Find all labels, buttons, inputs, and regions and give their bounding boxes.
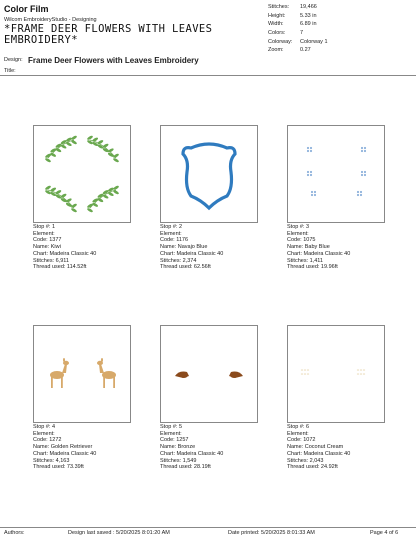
stat-key: Height: [268,12,286,19]
stop-name: Name: Bronze [160,444,196,451]
stop-stop: Stop #: 6 [287,424,310,430]
stop-code: Code: 1075 [287,237,316,244]
stop-element: Element: [160,430,182,437]
stat-row [268,12,408,21]
color-stop-card [33,125,131,271]
stop-element: Element: [287,230,309,237]
page-number: Page 4 of 6 [370,530,399,536]
stop-preview [287,125,385,223]
date-printed: Date printed: 5/20/2025 8:01:33 AM [228,530,315,536]
stat-value: 6.89 in [300,21,317,28]
stop-code: Code: 1272 [33,437,62,444]
stop-thread: Thread used: 62.56ft [160,264,211,271]
design-value: Frame Deer Flowers with Leaves Embroidery [28,55,199,65]
stat-key: Zoom: [268,47,284,54]
color-stop-card [287,125,385,271]
stop-chart: Chart: Madeira Classic 40 [33,450,97,457]
design-field [4,54,199,66]
stop-chart: Chart: Madeira Classic 40 [287,250,351,257]
stat-row [268,20,408,29]
design-stats [268,3,408,55]
deer-art [50,358,69,388]
stop-preview [160,125,258,223]
stop-stop: Stop #: 2 [160,224,183,230]
stop-info [287,224,385,271]
authors-label: Authors: [4,530,25,536]
stop-stop: Stop #: 1 [33,224,56,230]
deer-head-art [229,372,243,379]
stop-stitches: Stitches: 6,911 [33,257,69,264]
stop-info [160,224,258,271]
stop-chart: Chart: Madeira Classic 40 [33,250,97,257]
stop-thread: Thread used: 114.52ft [33,264,87,271]
stop-chart: Chart: Madeira Classic 40 [160,450,224,457]
stop-info [160,424,258,471]
stat-row [268,29,408,38]
stat-key: Colors: [268,30,286,37]
stop-name: Name: Kiwi [33,244,61,251]
stop-preview-svg [161,126,257,222]
stop-preview-svg [34,326,130,422]
report-footer [4,528,412,537]
color-stop-card [160,125,258,271]
design-label: Design: [4,57,23,63]
stat-value: 7 [300,30,304,37]
color-stop-card [287,325,385,471]
stop-stop: Stop #: 3 [287,224,310,230]
stop-preview-svg [288,326,384,422]
stop-info [33,224,131,271]
report-title: Color Film [4,4,49,14]
stop-code: Code: 1072 [287,437,316,444]
stop-name: Name: Navajo Blue [160,244,208,251]
stop-info [287,424,385,471]
design-display-name [4,24,266,46]
stop-preview-svg [161,326,257,422]
stat-row [268,46,408,55]
last-saved: Design last saved : 5/20/2025 8:01:20 AM [68,530,170,536]
stop-preview-svg [34,126,130,222]
stop-code: Code: 1377 [33,237,62,244]
leaf-wreath-art [45,135,120,213]
stop-stitches: Stitches: 4,163 [33,457,70,464]
stop-stitches: Stitches: 2,374 [160,257,197,264]
stop-element: Element: [33,430,55,437]
stop-preview [33,325,131,423]
stop-preview [160,325,258,423]
header-divider [0,75,416,76]
color-stop-card [160,325,258,471]
stop-stitches: Stitches: 1,549 [160,457,197,464]
stat-row [268,37,408,46]
shield-frame-art [183,144,235,208]
stop-stitches: Stitches: 2,043 [287,457,324,464]
stop-thread: Thread used: 73.39ft [33,464,84,471]
stat-key: Width: [268,21,284,28]
stat-row [268,3,408,12]
stop-element: Element: [33,230,55,237]
color-stop-card [33,325,131,471]
stop-preview [287,325,385,423]
stop-thread: Thread used: 19.96ft [287,264,338,271]
stop-code: Code: 1176 [160,237,189,244]
design-display-name-line1: *FRAME DEER FLOWERS WITH LEAVES [4,23,213,35]
title-label: Title: [4,68,16,74]
stop-name: Name: Coconut Cream [287,444,344,451]
deer-spots-art [301,369,309,375]
stat-key: Stitches: [268,4,290,11]
deer-head-art [175,372,189,379]
stop-info [33,424,131,471]
design-display-name-line2: EMBROIDERY* [4,34,78,46]
stat-key: Colorway: [268,38,293,45]
stop-thread: Thread used: 24.92ft [287,464,338,471]
stop-element: Element: [160,230,182,237]
stop-preview [33,125,131,223]
deer-spots-art [357,369,365,375]
stop-preview-svg [288,126,384,222]
stop-name: Name: Baby Blue [287,244,330,251]
stop-code: Code: 1257 [160,437,189,444]
flower-dots-art [307,147,366,196]
stop-element: Element: [287,430,309,437]
stop-stop: Stop #: 5 [160,424,183,430]
stop-stop: Stop #: 4 [33,424,56,430]
stop-chart: Chart: Madeira Classic 40 [287,450,351,457]
stat-value: 5.33 in [300,12,317,19]
deer-art [97,358,116,388]
stat-value: 0.27 [300,47,311,54]
stop-thread: Thread used: 28.19ft [160,464,211,471]
stat-value: 19,466 [300,4,317,11]
stat-value: Colorway 1 [300,38,328,45]
software-name: Wilcom EmbroideryStudio - Designing [4,17,97,23]
stop-stitches: Stitches: 1,411 [287,257,323,264]
stop-chart: Chart: Madeira Classic 40 [160,250,224,257]
stop-name: Name: Golden Retriever [33,444,93,451]
